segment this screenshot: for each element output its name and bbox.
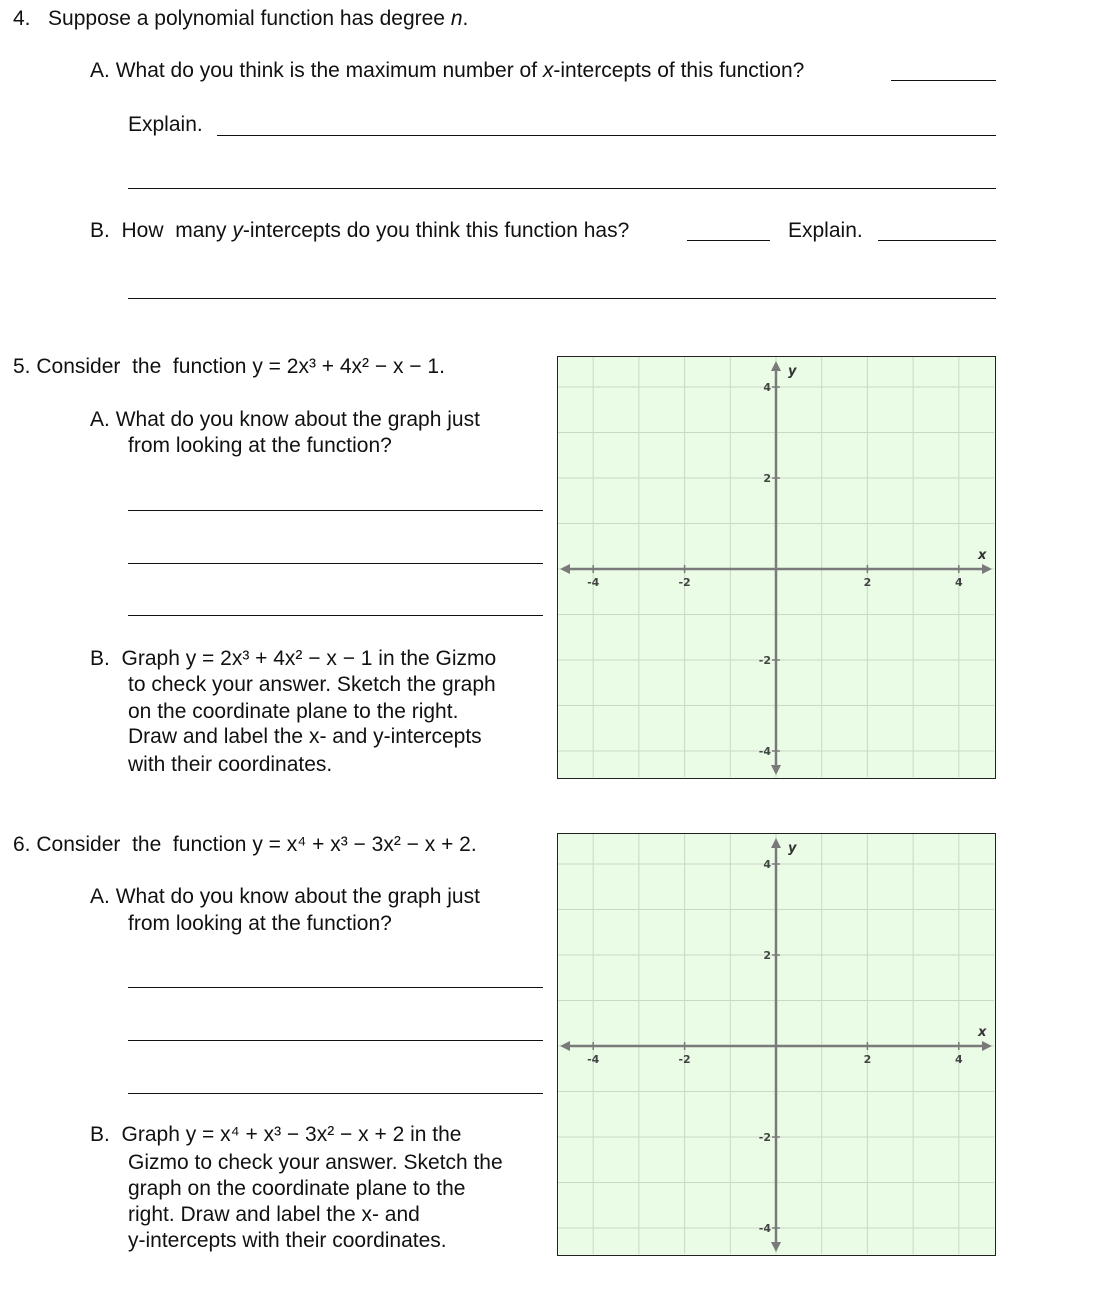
q5-a-line1 <box>90 407 480 433</box>
q5-b-line1 <box>90 646 496 672</box>
q4-explain-blank-2[interactable] <box>128 188 996 189</box>
q6-x-tick-label: 4 <box>954 1053 963 1066</box>
q6-a-line2: from looking at the function? <box>128 912 392 935</box>
q5-a-line1-text: What do you know about the graph just <box>115 408 480 431</box>
q6-b-line1-text: Graph y = x⁴ + x³ − 3x² − x + 2 in the <box>121 1123 462 1146</box>
q6-x-axis-label: x <box>978 1025 987 1040</box>
q4-b-var: y <box>232 219 243 242</box>
q4-b-explain-label: Explain. <box>788 219 863 242</box>
q5-y-tick-label: 2 <box>763 472 771 485</box>
q6-a-label: A. <box>90 885 110 908</box>
q6-equation: y = x⁴ + x³ − 3x² − x + 2. <box>252 833 477 856</box>
q5-b-label: B. <box>90 647 110 670</box>
q4-explain-label: Explain. <box>128 113 203 136</box>
q6-stem-text: Consider the function <box>36 833 247 856</box>
q6-a-answer-blank-1[interactable] <box>128 987 543 988</box>
q4-a-question <box>90 58 804 84</box>
q5-b-line3: on the coordinate plane to the right. <box>128 700 459 723</box>
q6-plane-svg <box>558 834 994 1254</box>
q5-x-tick-label: -2 <box>678 576 691 589</box>
q4-a-label: A. <box>90 59 110 82</box>
q4-number: 4. <box>13 7 31 30</box>
q4-b-question <box>90 218 629 244</box>
q5-y-tick-label: -4 <box>758 745 771 758</box>
q4-b-answer-blank[interactable] <box>687 240 770 241</box>
q6-y-tick-label: -4 <box>758 1222 771 1235</box>
q6-a-answer-blank-2[interactable] <box>128 1040 543 1041</box>
q5-a-label: A. <box>90 408 110 431</box>
q5-equation: y = 2x³ + 4x² − x − 1. <box>252 355 445 378</box>
q5-a-answer-blank-1[interactable] <box>128 510 543 511</box>
q5-b-line4: Draw and label the x- and y-intercepts <box>128 725 482 748</box>
q5-x-tick-label: 2 <box>863 576 872 589</box>
q4-a-suffix: -intercepts of this function? <box>553 59 805 82</box>
q5-coordinate-plane[interactable] <box>557 356 996 779</box>
q5-b-line5: with their coordinates. <box>128 753 333 776</box>
q5-plane-svg <box>558 357 994 777</box>
q6-y-tick-label: 2 <box>763 949 771 962</box>
q5-stem <box>13 354 445 380</box>
q6-a-answer-blank-3[interactable] <box>128 1093 543 1094</box>
q6-y-tick-label: -2 <box>758 1131 771 1144</box>
q6-b-line2: Gizmo to check your answer. Sketch the <box>128 1151 503 1174</box>
q4-stem-text: Suppose a polynomial function has degree <box>48 7 445 30</box>
q4-stem-end: . <box>462 7 469 30</box>
q5-x-tick-label: -4 <box>587 576 600 589</box>
q6-coordinate-plane[interactable] <box>557 833 996 1256</box>
q6-b-line3: graph on the coordinate plane to the <box>128 1177 466 1200</box>
q5-x-tick-label: 4 <box>954 576 963 589</box>
q4-stem-var: n <box>450 7 463 30</box>
q6-x-tick-label: 2 <box>863 1053 872 1066</box>
q5-b-line2: to check your answer. Sketch the graph <box>128 673 496 696</box>
q5-a-answer-blank-3[interactable] <box>128 615 543 616</box>
q6-b-line5: y-intercepts with their coordinates. <box>128 1229 447 1252</box>
q4-stem <box>13 6 468 32</box>
q5-a-line2: from looking at the function? <box>128 434 392 457</box>
q4-explain-blank-1[interactable] <box>217 135 996 136</box>
q6-x-tick-label: -4 <box>587 1053 600 1066</box>
q4-a-answer-blank[interactable] <box>891 80 996 81</box>
q4-a-prefix: What do you think is the maximum number of <box>115 59 538 82</box>
q4-b-prefix: How many <box>121 219 227 242</box>
q5-y-axis-label: y <box>788 364 797 379</box>
q6-b-line4: right. Draw and label the x- and <box>128 1203 420 1226</box>
q5-stem-text: Consider the function <box>36 355 247 378</box>
q6-a-line1-text: What do you know about the graph just <box>115 885 480 908</box>
q5-y-tick-label: -2 <box>758 654 771 667</box>
q6-x-tick-label: -2 <box>678 1053 691 1066</box>
q5-number: 5. <box>13 355 31 378</box>
q5-x-axis-label: x <box>978 548 987 563</box>
q4-b-suffix: -intercepts do you think this function has? <box>242 219 630 242</box>
q5-a-answer-blank-2[interactable] <box>128 563 543 564</box>
q4-a-var: x <box>542 59 554 82</box>
q5-y-tick-label: 4 <box>763 381 771 394</box>
q4-b-explain-blank-1[interactable] <box>878 240 996 241</box>
q6-y-axis-label: y <box>788 841 797 856</box>
q5-b-line1-text: Graph y = 2x³ + 4x² − x − 1 in the Gizmo <box>121 647 497 670</box>
q4-b-label: B. <box>90 219 110 242</box>
q6-b-line1 <box>90 1122 461 1148</box>
q6-a-line1 <box>90 884 480 910</box>
q6-number: 6. <box>13 833 31 856</box>
q6-b-label: B. <box>90 1123 110 1146</box>
q6-stem <box>13 832 477 858</box>
q4-b-explain-blank-2[interactable] <box>128 298 996 299</box>
q6-y-tick-label: 4 <box>763 858 771 871</box>
